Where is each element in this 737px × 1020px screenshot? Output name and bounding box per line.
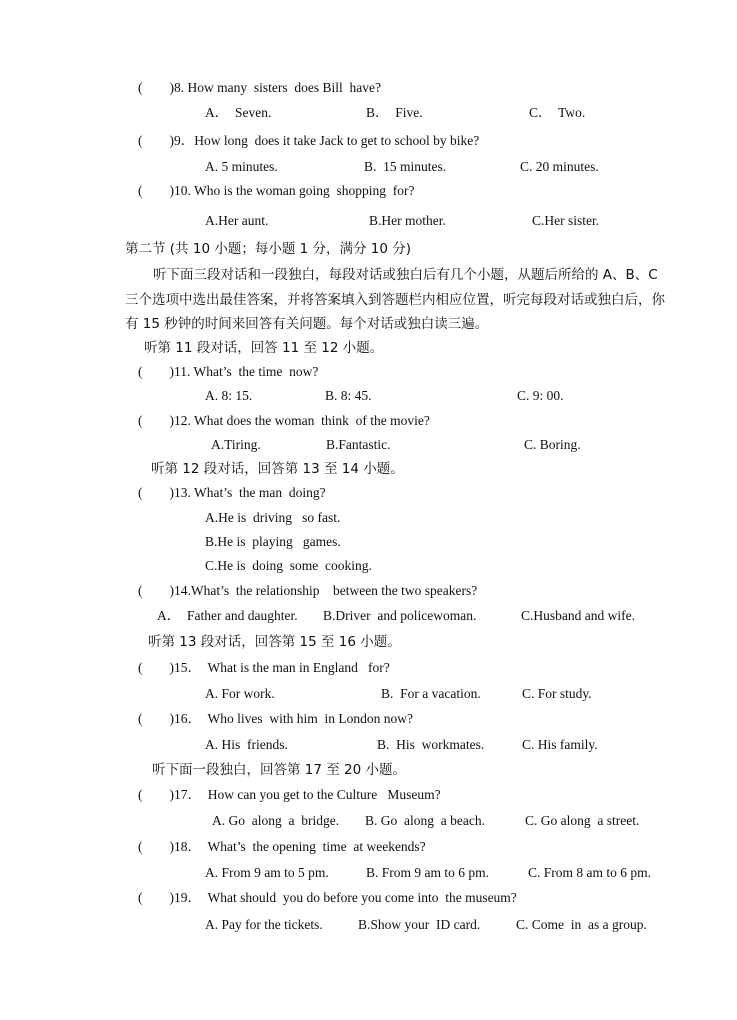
question-15-option-a: A. For work. <box>205 686 275 701</box>
question-9-option-b: B. 15 minutes. <box>364 159 447 174</box>
question-16-option-a: A. His friends. <box>205 737 288 752</box>
question-9-stem: ( )9．How long does it take Jack to get to school by bike? <box>138 133 480 148</box>
question-13-stem: ( )13. What’s the man doing? <box>138 485 326 500</box>
question-19-stem: ( )19． What should you do before you come into the museum? <box>138 890 517 905</box>
question-12-option-c: C. Boring. <box>524 437 581 452</box>
question-17-option-c: C. Go along a street. <box>525 813 640 828</box>
question-8-stem: ( )8. How many sisters does Bill have? <box>138 80 381 95</box>
question-18-option-a: A. From 9 am to 5 pm. <box>205 865 329 880</box>
question-17-stem: ( )17． How can you get to the Culture Museum? <box>138 787 441 802</box>
question-18-option-b: B. From 9 am to 6 pm. <box>366 865 490 880</box>
question-12-stem: ( )12. What does the woman think of the movie? <box>138 413 430 428</box>
instructions-line-2: 三个选项中选出最佳答案，并将答案填入到答题栏内相应位置，听完每段对话或独白后，你 <box>125 292 665 308</box>
question-16-stem: ( )16． Who lives with him in London now? <box>138 711 413 726</box>
question-13-option-c: C.He is doing some cooking. <box>205 558 372 573</box>
question-18-option-c: C. From 8 am to 6 pm. <box>528 865 652 880</box>
section-title: 第二节 (共 10 小题；每小题 1 分，满分 10 分) <box>125 241 412 257</box>
instructions-line-1: 听下面三段对话和一段独白，每段对话或独白后有几个小题，从题后所给的 A、B、C <box>153 267 658 283</box>
question-9-option-a: A. 5 minutes. <box>205 159 278 174</box>
instructions-line-3: 有 15 秒钟的时间来回答有关问题。每个对话或独白读三遍。 <box>125 316 489 332</box>
question-19-option-a: A. Pay for the tickets. <box>205 917 323 932</box>
question-10-option-c: C.Her sister. <box>532 213 600 228</box>
prompt-dialogue-13: 听第 13 段对话，回答第 15 至 16 小题。 <box>148 634 401 650</box>
question-10-option-b: B.Her mother. <box>369 213 446 228</box>
question-16-option-c: C. His family. <box>522 737 598 752</box>
question-11-option-a: A. 8: 15. <box>205 388 253 403</box>
question-14-stem: ( )14.What’s the relationship between the two speakers? <box>138 583 478 598</box>
question-12-option-b: B.Fantastic. <box>326 437 391 452</box>
question-10-stem: ( )10. Who is the woman going shopping for? <box>138 183 415 198</box>
question-18-stem: ( )18． What’s the opening time at weekends? <box>138 839 426 854</box>
question-19-option-c: C. Come in as a group. <box>516 917 647 932</box>
question-17-option-a: A. Go along a bridge. <box>212 813 340 828</box>
question-9-option-c: C. 20 minutes. <box>520 159 599 174</box>
question-11-stem: ( )11. What’s the time now? <box>138 364 319 379</box>
question-15-option-b: B. For a vacation. <box>381 686 481 701</box>
question-14-option-b: B.Driver and policewoman. <box>323 608 477 623</box>
question-11-option-c: C. 9: 00. <box>517 388 564 403</box>
prompt-monologue: 听下面一段独白，回答第 17 至 20 小题。 <box>152 762 407 778</box>
question-10-option-a: A.Her aunt. <box>205 213 269 228</box>
prompt-dialogue-12: 听第 12 段对话，回答第 13 至 14 小题。 <box>151 461 404 477</box>
question-19-option-b: B.Show your ID card. <box>358 917 481 932</box>
question-12-option-a: A.Tiring. <box>211 437 261 452</box>
question-11-option-b: B. 8: 45. <box>325 388 372 403</box>
question-8-option-b: B． Five. <box>366 105 423 120</box>
question-13-option-b: B.He is playing games. <box>205 534 341 549</box>
question-17-option-b: B. Go along a beach. <box>365 813 485 828</box>
question-15-stem: ( )15． What is the man in England for? <box>138 660 390 675</box>
question-14-option-a: A． Father and daughter. <box>157 608 298 623</box>
question-13-option-a: A.He is driving so fast. <box>205 510 341 525</box>
question-8-option-a: A． Seven. <box>205 105 272 120</box>
question-16-option-b: B. His workmates. <box>377 737 485 752</box>
question-14-option-c: C.Husband and wife. <box>521 608 635 623</box>
question-15-option-c: C. For study. <box>522 686 592 701</box>
question-8-option-c: C． Two. <box>529 105 586 120</box>
prompt-dialogue-11: 听第 11 段对话，回答 11 至 12 小题。 <box>144 340 384 356</box>
